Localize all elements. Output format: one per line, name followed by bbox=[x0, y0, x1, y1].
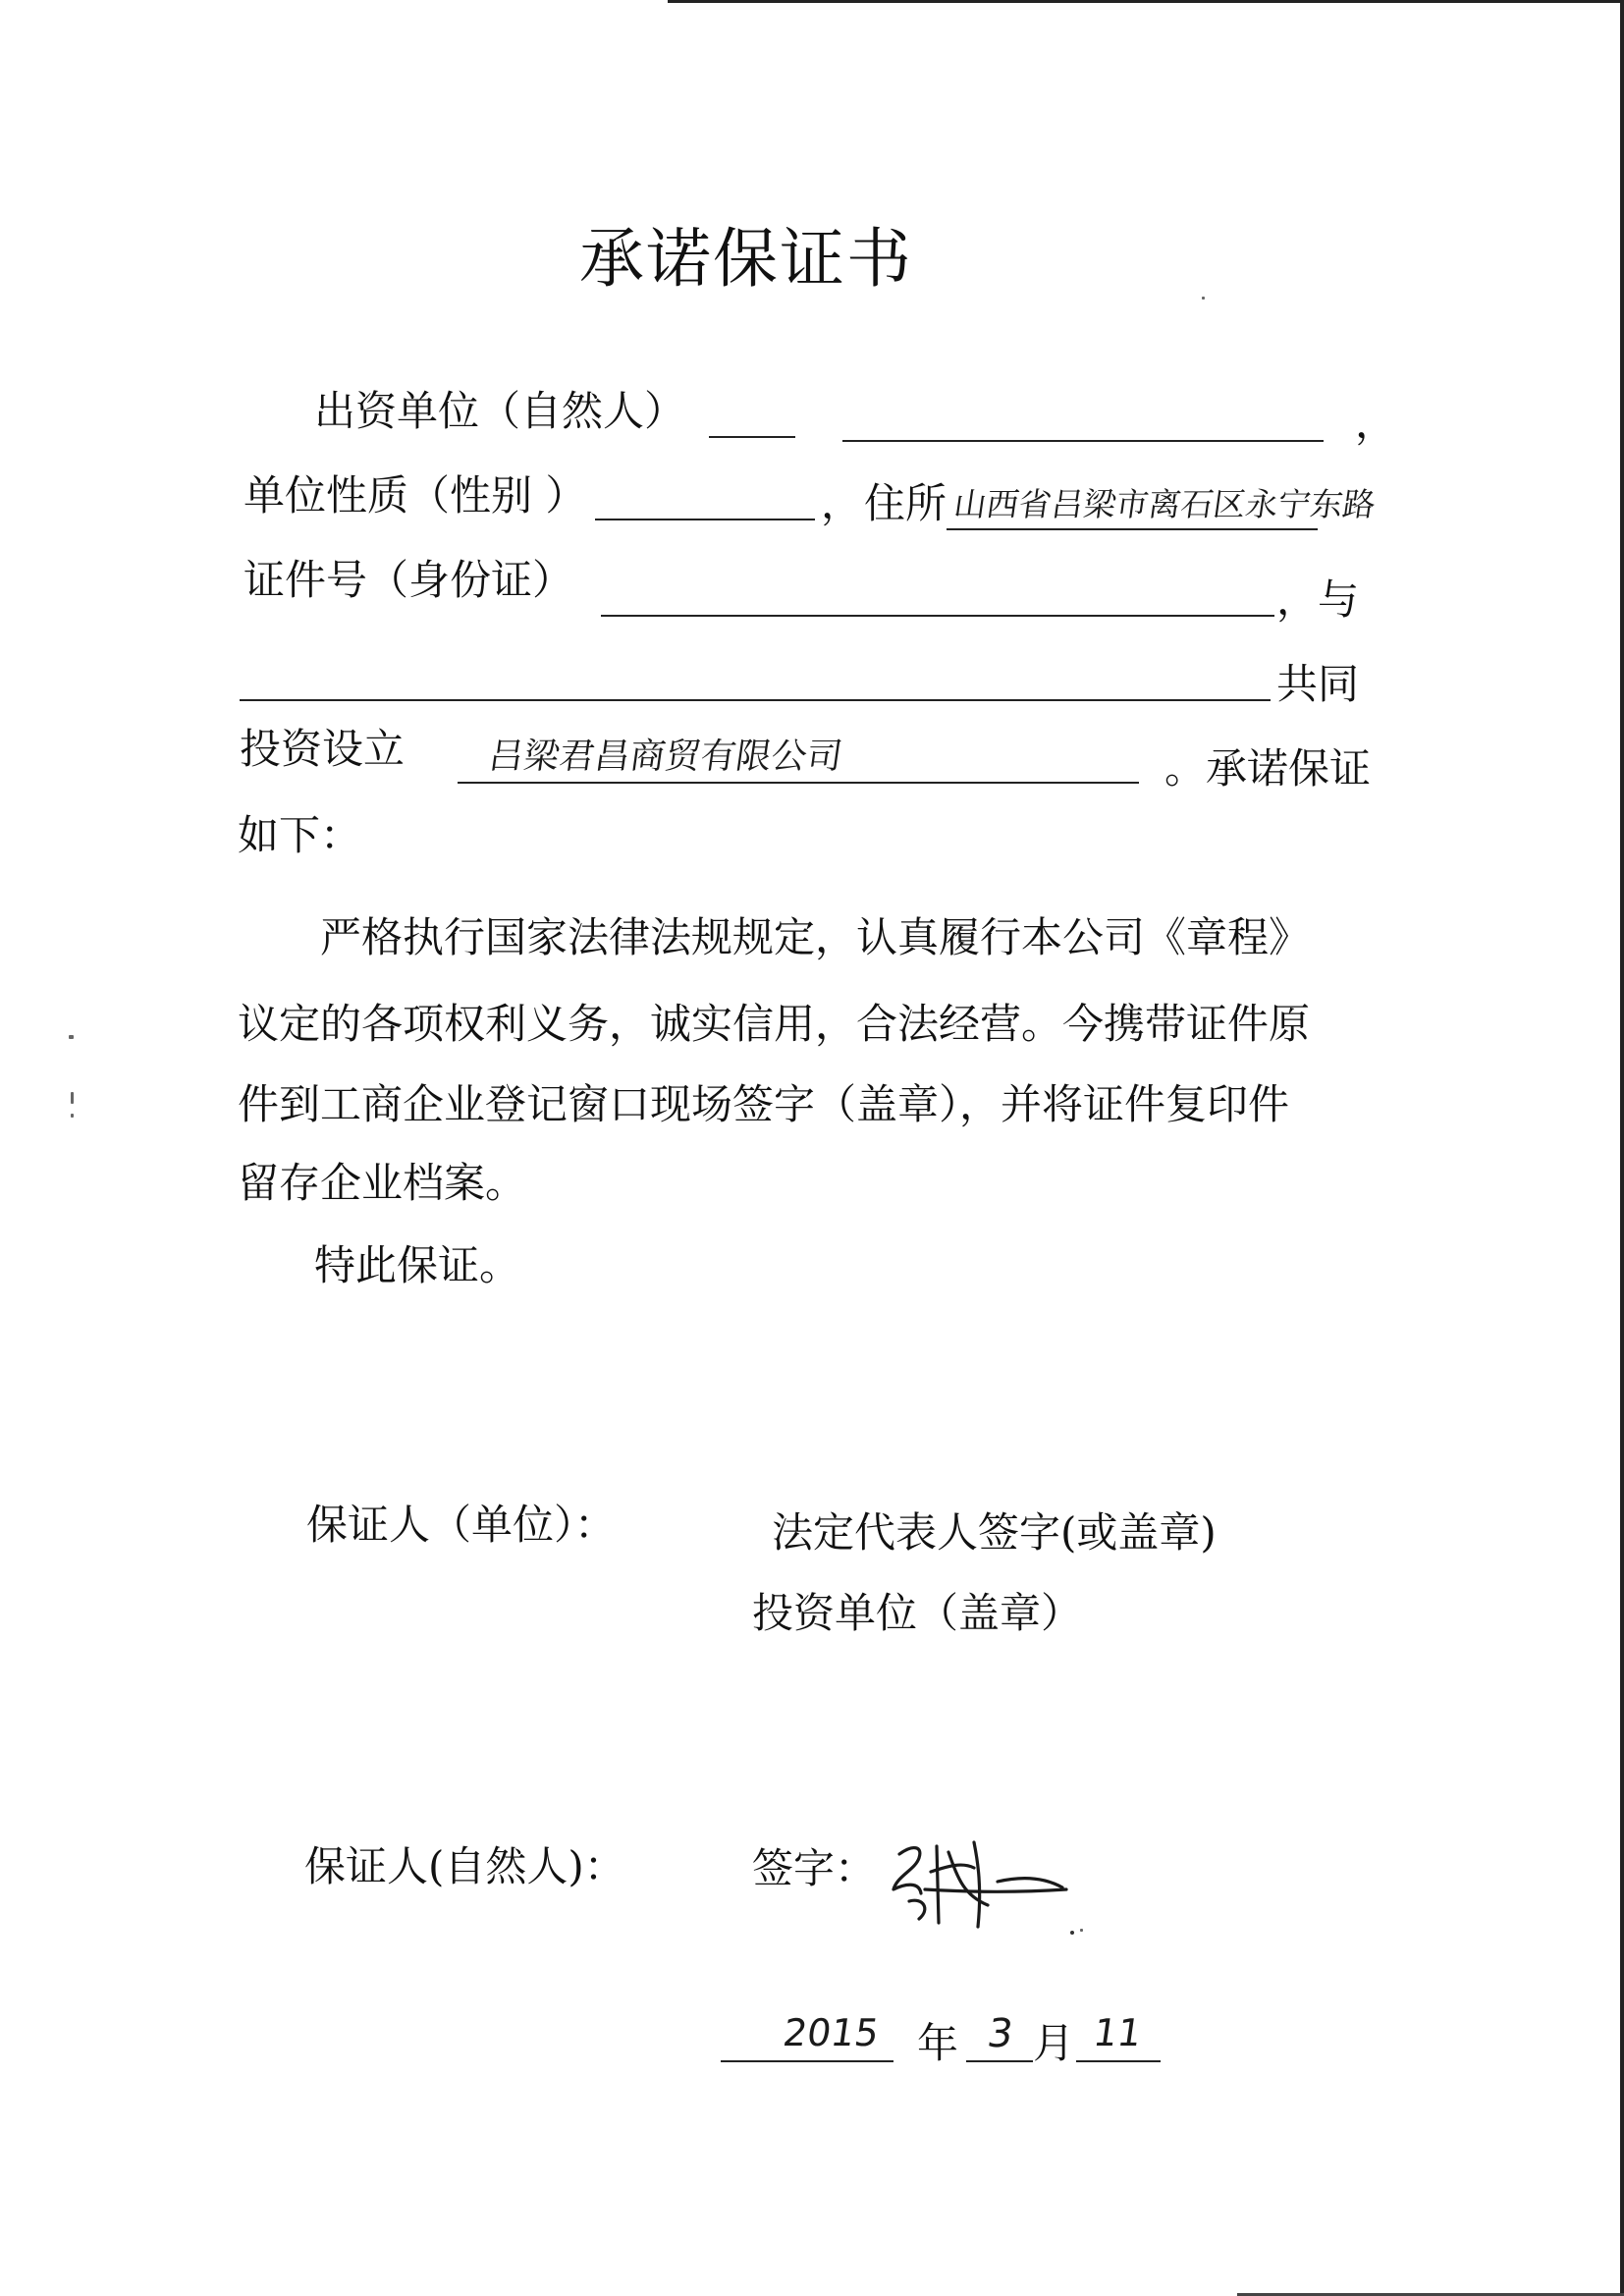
scan-speck bbox=[1080, 1929, 1083, 1932]
with-label: ，与 bbox=[1276, 575, 1360, 624]
guarantor-unit-label: 保证人（单位）： bbox=[306, 1501, 617, 1549]
sign-label: 签字： bbox=[752, 1844, 877, 1892]
address-label: 住所 bbox=[864, 479, 947, 527]
nature-label: 单位性质（性别 ） bbox=[244, 471, 587, 519]
day-underline bbox=[1076, 2060, 1161, 2062]
closing-text: 特此保证。 bbox=[314, 1241, 521, 1289]
body-line-1: 严格执行国家法律法规规定，认真履行本公司《章程》 bbox=[320, 913, 1311, 961]
scan-edge-right bbox=[1620, 0, 1624, 2296]
address-value: 山西省吕梁市离石区永宁东路 bbox=[950, 485, 1379, 523]
partner-underline bbox=[240, 699, 1271, 701]
investor-underline-b bbox=[842, 440, 1324, 442]
address-underline bbox=[947, 528, 1318, 530]
year-label: 年 bbox=[917, 2019, 959, 2067]
scan-edge-top bbox=[668, 0, 1624, 3]
body-line-2: 议定的各项权利义务，诚实信用，合法经营。今携带证件原 bbox=[238, 1000, 1311, 1048]
scan-speck bbox=[1202, 297, 1205, 300]
nature-underline bbox=[595, 519, 815, 520]
date-month: 3 bbox=[984, 2011, 1016, 2056]
id-label: 证件号（身份证） bbox=[244, 556, 574, 604]
company-underline bbox=[458, 782, 1139, 784]
year-underline bbox=[721, 2060, 893, 2062]
jointly-label: 共同 bbox=[1276, 660, 1360, 708]
as-follows: 如下： bbox=[238, 811, 362, 859]
comma: ， bbox=[821, 479, 863, 527]
establish-label: 投资设立 bbox=[240, 725, 406, 773]
promise-suffix: 。承诺保证 bbox=[1164, 744, 1372, 793]
scan-speck bbox=[69, 1035, 74, 1039]
date-day: 11 bbox=[1090, 2011, 1145, 2054]
investor-label: 出资单位（自然人） bbox=[314, 387, 686, 435]
id-underline bbox=[601, 615, 1274, 617]
date-year: 2015 bbox=[780, 2011, 882, 2054]
company-value: 吕梁君昌商贸有限公司 bbox=[485, 737, 845, 777]
scan-speck bbox=[71, 1114, 74, 1118]
body-line-4: 留存企业档案。 bbox=[238, 1159, 527, 1207]
handwritten-signature bbox=[880, 1832, 1076, 1941]
guarantor-person-label: 保证人(自然人)： bbox=[304, 1842, 625, 1890]
month-label: 月 bbox=[1033, 2019, 1075, 2067]
body-line-3: 件到工商企业登记窗口现场签字（盖章），并将证件复印件 bbox=[238, 1080, 1290, 1128]
investor-underline-a bbox=[709, 436, 795, 438]
investor-unit-label: 投资单位（盖章） bbox=[752, 1589, 1083, 1637]
page-title: 承诺保证书 bbox=[579, 221, 913, 297]
legal-rep-label: 法定代表人签字(或盖章) bbox=[772, 1508, 1217, 1557]
scan-speck bbox=[71, 1092, 74, 1104]
comma: ， bbox=[1355, 399, 1397, 447]
month-underline bbox=[966, 2060, 1033, 2062]
